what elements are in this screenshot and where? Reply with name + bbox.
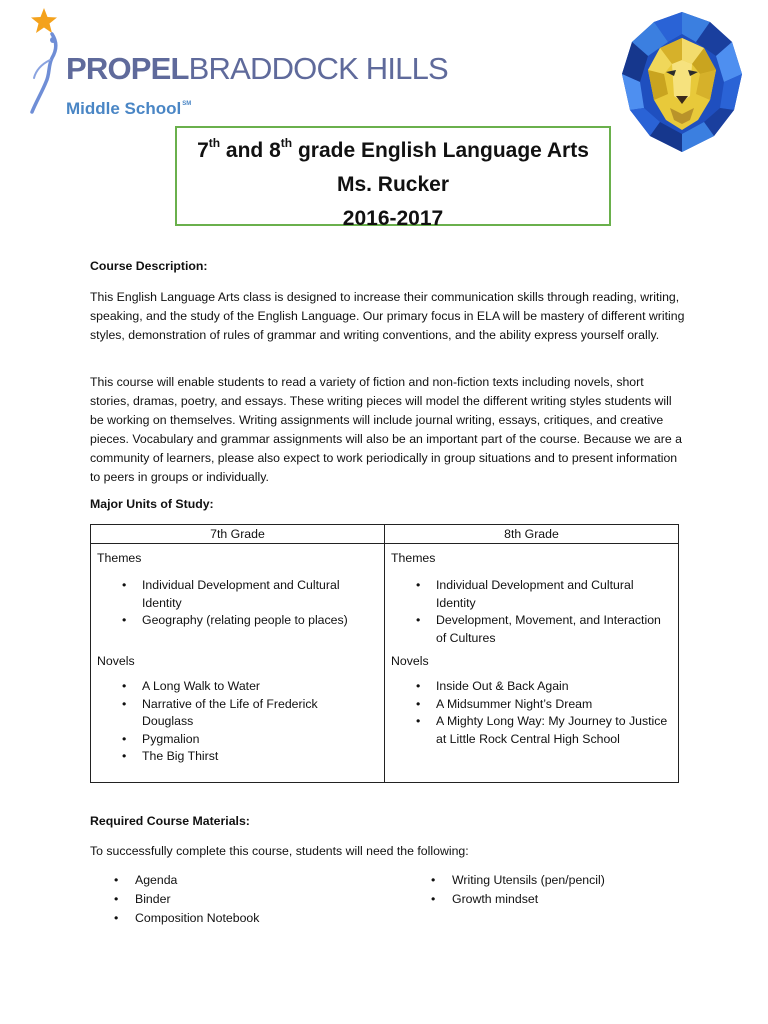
service-mark: SM — [182, 101, 192, 107]
list-item: • The Big Thirst — [97, 748, 347, 766]
logo-figure-icon — [28, 30, 64, 120]
school-year: 2016-2017 — [342, 207, 444, 230]
themes-list-8th — [391, 577, 661, 647]
themes-label-8th: Themes — [391, 551, 436, 565]
list-item: • Individual Development and Cultural Identity — [391, 577, 661, 612]
logo-subtitle-text: Middle School — [66, 99, 182, 118]
list-item: • Individual Development and Cultural Identity — [97, 577, 377, 612]
logo-brand-rest: BRADDOCK HILLS — [188, 51, 448, 86]
header-divider — [91, 543, 678, 544]
materials-intro: To successfully complete this course, students will need the following: — [90, 844, 469, 858]
course-title-box — [175, 126, 611, 230]
novels-list-7th — [97, 678, 347, 766]
list-item: • Geography (relating people to places) — [97, 612, 377, 630]
materials-heading: Required Course Materials: — [90, 814, 250, 828]
column-header-8th: 8th Grade — [504, 527, 559, 541]
materials-list-right — [407, 871, 605, 909]
logo-brand-bold: PROPEL — [66, 51, 189, 86]
themes-label-7th: Themes — [97, 551, 142, 565]
list-item: • Writing Utensils (pen/pencil) — [407, 871, 605, 890]
course-description-heading: Course Description: — [90, 259, 208, 273]
course-title — [177, 128, 609, 168]
novels-label-7th: Novels — [97, 654, 135, 668]
title-conj: and — [220, 139, 270, 162]
list-item: • A Long Walk to Water — [97, 678, 347, 696]
major-units-heading: Major Units of Study: — [90, 497, 214, 511]
list-item: • A Mighty Long Way: My Journey to Justice at Little Rock Central High School — [391, 713, 676, 748]
title-subject: grade English Language Arts — [292, 139, 589, 162]
school-logo-name — [66, 53, 448, 84]
list-item: • Narrative of the Life of Frederick Douglass — [97, 696, 347, 731]
units-table — [90, 524, 679, 783]
course-description-paragraph-2: This course will enable students to read a variety of fiction and non-fiction texts including novels, short stories, dramas, poetry, and essays. These writing pieces will model the different writing styles students will be working on themselves. Writing assignments will include journal writing, essays, critiques, and creative pieces. Vocabulary and grammar assignments will also be an important part of the course. Because we are a community of learners, please also expect to work periodically in group situations and to present information to peers in groups or individually. — [90, 375, 682, 484]
list-item: • Inside Out & Back Again — [391, 678, 676, 696]
lion-head-icon — [620, 12, 744, 157]
grade-b: 8 — [269, 139, 281, 162]
list-item: • Binder — [90, 890, 259, 909]
list-item: • Development, Movement, and Interaction of Cultures — [391, 612, 661, 647]
grade-a-suffix: th — [208, 136, 221, 150]
course-description-paragraph-1: This English Language Arts class is designed to increase their communication skills through reading, writing, speaking, and the study of the English Language. Our primary focus in ELA will be mastery of different writing styles, demonstration of rules of grammar and writing conventions, and the ability express yourself orally. — [90, 290, 685, 342]
novels-label-8th: Novels — [391, 654, 429, 668]
list-item: • Pygmalion — [97, 731, 347, 749]
novels-list-8th — [391, 678, 676, 748]
grade-b-suffix: th — [280, 136, 293, 150]
teacher-name: Ms. Rucker — [336, 173, 450, 196]
school-logo-subtitle — [66, 99, 191, 119]
column-divider — [384, 525, 385, 782]
grade-a: 7 — [197, 139, 209, 162]
materials-list-left — [90, 871, 259, 928]
list-item: • Composition Notebook — [90, 909, 259, 928]
themes-list-7th — [97, 577, 377, 630]
list-item: • Growth mindset — [407, 890, 605, 909]
column-header-7th: 7th Grade — [210, 527, 265, 541]
list-item: • A Midsummer Night’s Dream — [391, 696, 676, 714]
list-item: • Agenda — [90, 871, 259, 890]
